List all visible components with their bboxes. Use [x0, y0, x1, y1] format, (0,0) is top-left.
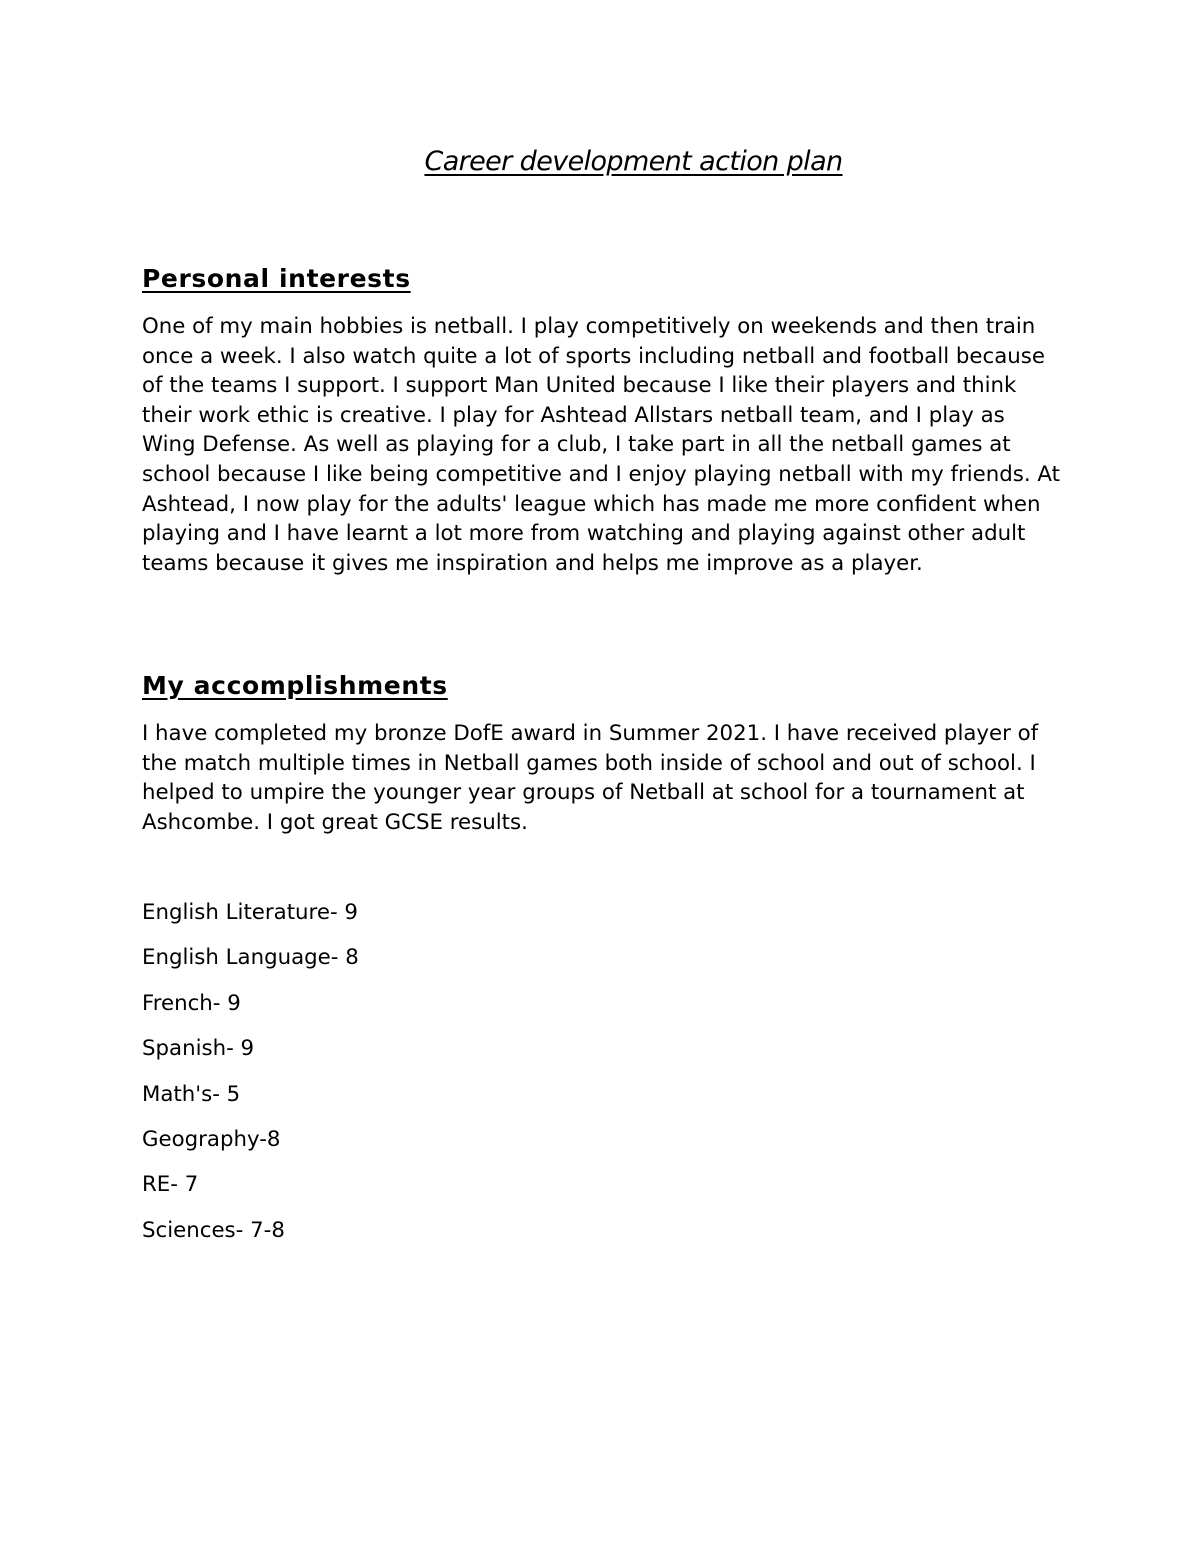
heading-personal-interests: Personal interests	[142, 264, 411, 293]
grade-item-maths: Math's- 5	[142, 1081, 241, 1107]
grade-item-re: RE- 7	[142, 1172, 199, 1198]
grade-item-geography: Geography-8	[142, 1126, 281, 1152]
document-title: Career development action plan	[424, 146, 843, 177]
paragraph-my-accomplishments: I have completed my bronze DofE award in Summer 2021. I have received player of the match multiple times in Netball games both inside of school and out of school. I helped to umpire the younger year groups of Netball at school for a tournament at Ashcombe. I got great GCSE results.	[142, 721, 1039, 835]
grade-item-english-language: English Language- 8	[142, 945, 359, 971]
grade-item-sciences: Sciences- 7-8	[142, 1217, 285, 1243]
heading-my-accomplishments: My accomplishments	[142, 671, 448, 700]
grade-item-spanish: Spanish- 9	[142, 1036, 255, 1062]
grade-item-english-literature: English Literature- 9	[142, 900, 358, 925]
grade-item-french: French- 9	[142, 990, 241, 1016]
paragraph-personal-interests: One of my main hobbies is netball. I play competitively on weekends and then train once a week. I also watch quite a lot of sports including netball and football because of the teams I support. I support Man United because I like their players and think their work ethic is creative. I play for Ashtead Allstars netball team, and I play as Wing Defense. As well as playing for a club, I take part in all the netball games at school because I like being competitive and I enjoy playing netball with my friends. At Ashtead, I now play for the adults' league which has made me more confident when playing and I have learnt a lot more from watching and playing against other adult teams because it gives me inspiration and helps me improve as a player.	[142, 314, 1060, 576]
gcse-grades-list	[142, 898, 359, 1261]
